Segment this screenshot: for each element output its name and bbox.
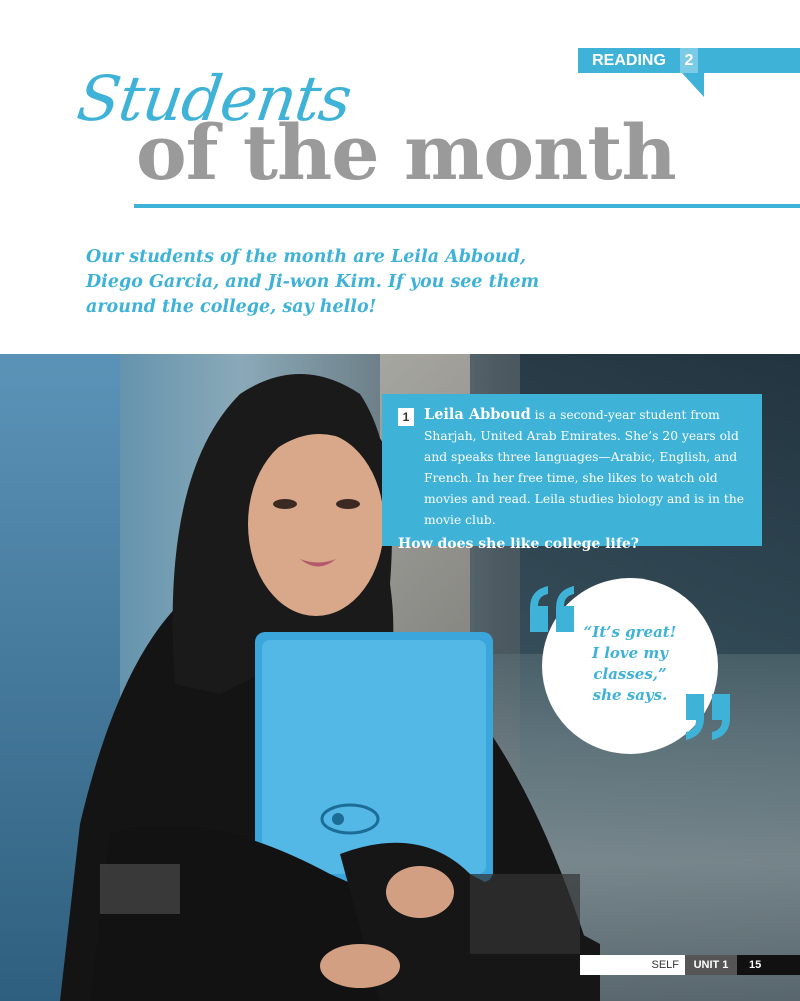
- quote-line: she says.: [592, 686, 668, 704]
- student-profile-box: [382, 394, 762, 552]
- tab-fold-icon: [682, 73, 704, 97]
- footer-section: SELF: [580, 955, 685, 975]
- open-quote-icon: [526, 586, 578, 634]
- section-label: READING: [578, 48, 680, 73]
- close-quote-icon: [682, 692, 734, 740]
- quote-line: classes,”: [593, 665, 667, 683]
- footer-unit: UNIT 1: [685, 955, 737, 975]
- profile-question: How does she like college life?: [398, 536, 639, 552]
- profile-number-badge: 1: [398, 408, 414, 426]
- section-number: 2: [680, 48, 698, 73]
- intro-paragraph: Our students of the month are Leila Abboud, Diego Garcia, and Ji-won Kim. If you see them around the college, say hello!: [86, 247, 540, 317]
- page-title-main: of the month: [136, 108, 676, 197]
- title-divider: [134, 204, 800, 208]
- profile-bio-text: is a second-year student from Sharjah, United Arab Emirates. She’s 20 years old and speaks three languages—Arabic, English, and French. In her free time, she likes to watch old movies and read. Leila studies biology and is in the movie club.: [424, 408, 745, 527]
- section-tab-bar: [698, 48, 800, 73]
- profile-bio: [398, 404, 748, 531]
- profile-name: Leila Abboud: [424, 406, 531, 423]
- quote-line: I love my: [591, 644, 668, 662]
- quote-line: “It’s great!: [583, 623, 677, 641]
- page-title-script: Students: [72, 62, 356, 135]
- page-footer: [580, 955, 800, 975]
- page-number: 15: [737, 955, 800, 975]
- section-tab: [578, 48, 800, 73]
